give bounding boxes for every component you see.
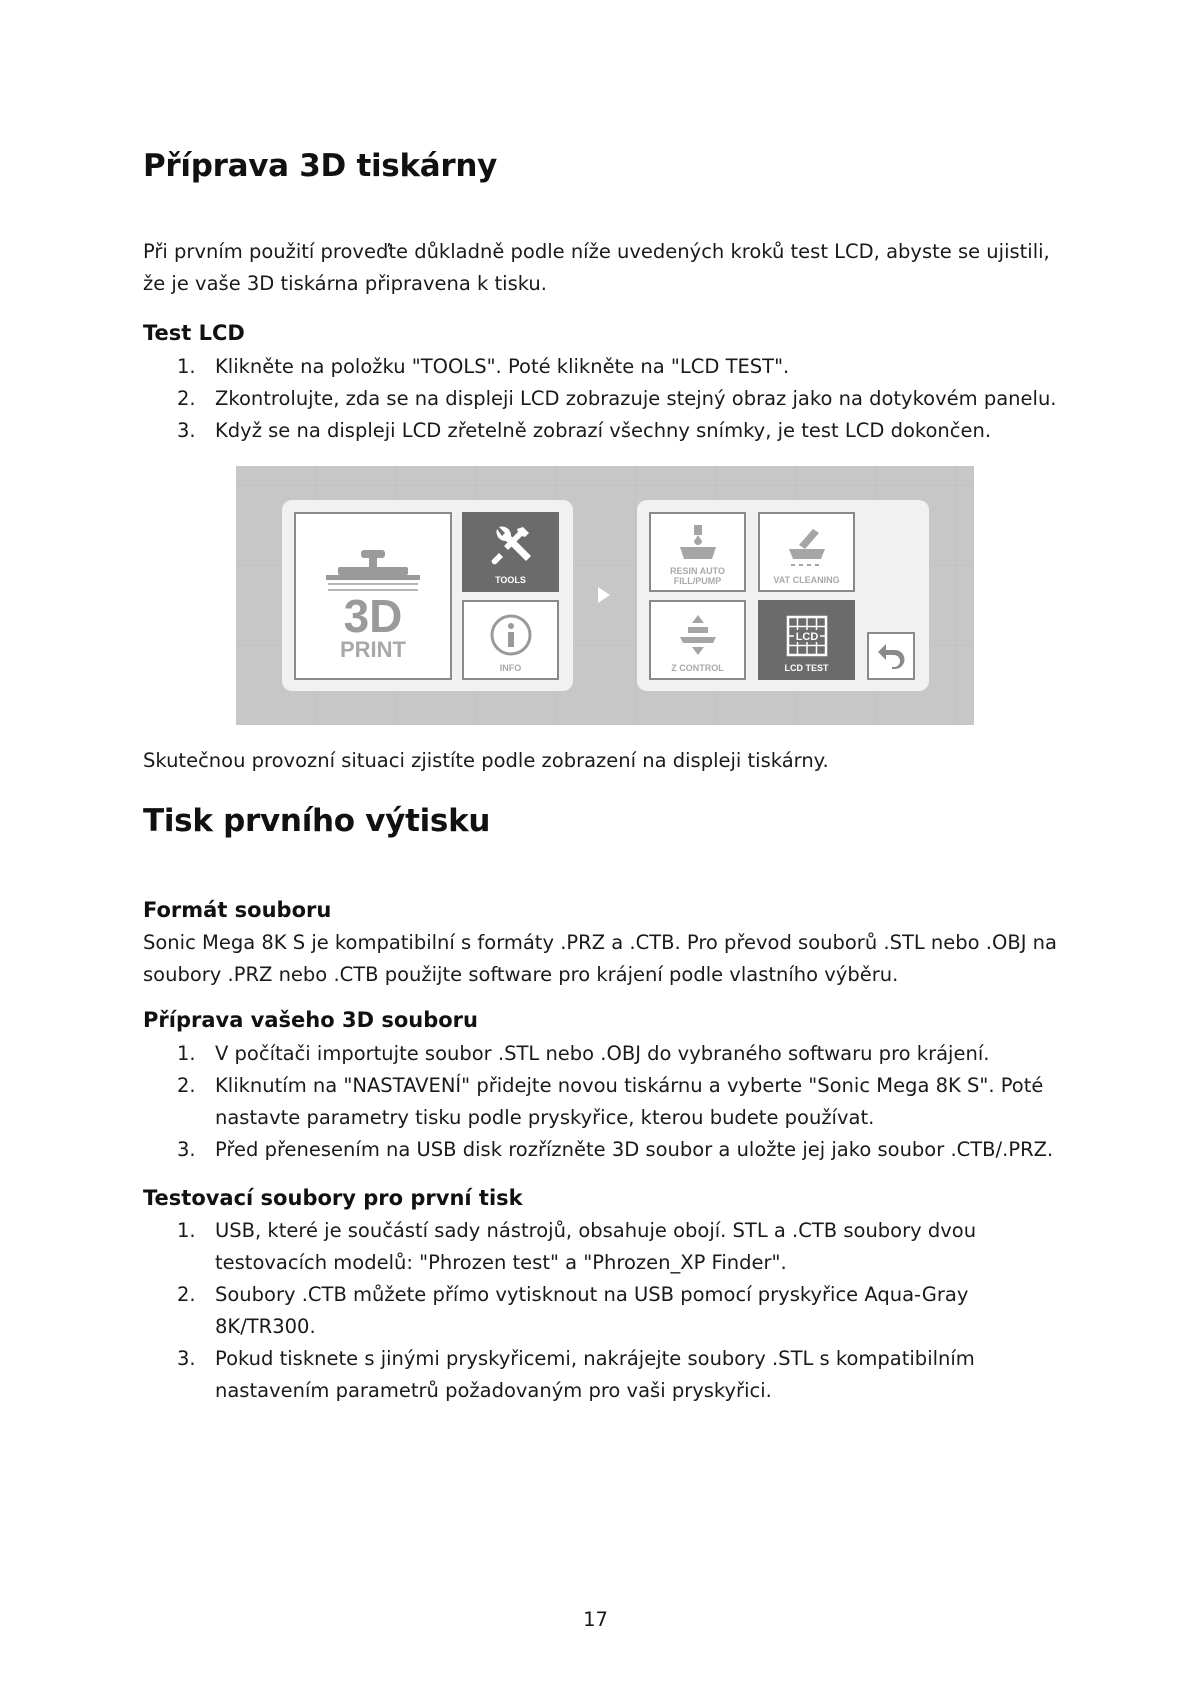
info-icon: [489, 613, 533, 657]
list-item: [143, 1343, 1073, 1407]
prep-3d-file-heading: Příprava vašeho 3D souboru: [143, 1008, 478, 1032]
main-menu-panel: [282, 500, 573, 691]
resin-label-line1: RESIN AUTO: [669, 566, 725, 576]
print-tile-3d-text: 3D: [343, 590, 403, 638]
list-number: 2.: [177, 1074, 196, 1097]
wrench-screwdriver-icon: [487, 521, 535, 569]
intro-paragraph: Při prvním použití proveďte důkladně podle níže uvedených kroků test LCD, abyste se ujistili, že je vaše 3D tiskárna připravena k tisku.: [143, 240, 1050, 295]
z-axis-icon: [676, 613, 720, 657]
tools-tile-label: TOOLS: [495, 575, 526, 585]
list-text: V počítači importujte soubor .STL nebo .OBJ do vybraného softwaru pro krájení.: [215, 1042, 990, 1065]
back-arrow-icon: [876, 642, 906, 670]
list-number: 2.: [177, 387, 196, 410]
info-tile-label: INFO: [499, 663, 522, 673]
vat-cleaning-tile[interactable]: [758, 512, 855, 592]
list-number: 3.: [177, 1347, 196, 1370]
list-number: 1.: [177, 1042, 196, 1065]
test-lcd-heading: Test LCD: [143, 321, 245, 345]
list-text: Klikněte na položku "TOOLS". Poté klikněte na "LCD TEST".: [215, 355, 790, 378]
lcd-test-tile[interactable]: [758, 600, 855, 680]
lcd-test-label: LCD TEST: [784, 663, 829, 673]
list-number: 1.: [177, 1219, 196, 1242]
list-number: 3.: [177, 1138, 196, 1161]
list-text: Před přenesením na USB disk rozřízněte 3D soubor a uložte jej jako soubor .CTB/.PRZ.: [215, 1138, 1054, 1161]
3d-print-icon: [318, 548, 428, 638]
list-text: Kliknutím na "NASTAVENÍ" přidejte novou tiskárnu a vyberte "Sonic Mega 8K S". Poté nastavte parametry tisku podle pryskyřice, kterou budete používat.: [215, 1074, 1044, 1129]
arrow-right-icon: [597, 586, 611, 604]
section-title-printer-prep: Příprava 3D tiskárny: [143, 148, 498, 184]
list-text: Soubory .CTB můžete přímo vytisknout na USB pomocí pryskyřice Aqua-Gray 8K/TR300.: [215, 1283, 969, 1338]
resin-auto-fill-tile[interactable]: [649, 512, 746, 592]
resin-pump-icon: [676, 523, 720, 563]
file-format-heading: Formát souboru: [143, 898, 332, 922]
z-control-tile[interactable]: [649, 600, 746, 680]
print-tile[interactable]: [294, 512, 452, 680]
list-text: Když se na displeji LCD zřetelně zobrazí všechny snímky, je test LCD dokončen.: [215, 419, 992, 442]
list-text: Pokud tisknete s jinými pryskyřicemi, nakrájejte soubory .STL s kompatibilním nastavením parametrů požadovaným pro vaši pryskyřici.: [215, 1347, 975, 1402]
list-item: [143, 1215, 1073, 1279]
test-files-heading: Testovací soubory pro první tisk: [143, 1186, 523, 1210]
list-item: [143, 383, 1073, 415]
lcd-icon-text: LCD: [795, 631, 818, 643]
list-item: [143, 1038, 1073, 1070]
back-button[interactable]: [867, 632, 915, 680]
file-format-paragraph: Sonic Mega 8K S je kompatibilní s formáty .PRZ a .CTB. Pro převod souborů .STL nebo .OBJ na soubory .PRZ nebo .CTB použijte software pro krájení podle vlastního výběru.: [143, 931, 1057, 986]
tools-menu-panel: [637, 500, 929, 691]
print-tile-label: PRINT: [340, 637, 406, 662]
list-text: USB, které je součástí sady nástrojů, obsahuje obojí. STL a .CTB soubory dvou testovacích modelů: "Phrozen test" a "Phrozen_XP Finder".: [215, 1219, 977, 1274]
list-item: [143, 1134, 1073, 1166]
lcd-grid-icon: [786, 615, 828, 657]
prep-3d-file-steps: [143, 1038, 1073, 1166]
list-number: 3.: [177, 419, 196, 442]
printer-screen-figure: [236, 466, 974, 725]
resin-auto-fill-label: [670, 566, 725, 586]
figure-caption: Skutečnou provozní situaci zjistíte podle zobrazení na displeji tiskárny.: [143, 749, 829, 772]
list-number: 1.: [177, 355, 196, 378]
page-number: 17: [583, 1608, 608, 1631]
resin-label-line2: FILL/PUMP: [673, 576, 722, 586]
list-item: [143, 415, 1073, 447]
list-item: [143, 351, 1073, 383]
list-number: 2.: [177, 1283, 196, 1306]
info-tile[interactable]: [462, 600, 559, 680]
list-item: [143, 1279, 1073, 1343]
vat-cleaning-label: VAT CLEANING: [773, 575, 840, 585]
tools-tile[interactable]: [462, 512, 559, 592]
test-files-steps: [143, 1215, 1073, 1407]
vat-cleaning-icon: [783, 525, 831, 569]
list-text: Zkontrolujte, zda se na displeji LCD zobrazuje stejný obraz jako na dotykovém panelu.: [215, 387, 1057, 410]
test-lcd-steps: [143, 351, 1073, 447]
z-control-label: Z CONTROL: [671, 663, 724, 673]
section-title-first-print: Tisk prvního výtisku: [143, 803, 491, 839]
list-item: [143, 1070, 1073, 1134]
